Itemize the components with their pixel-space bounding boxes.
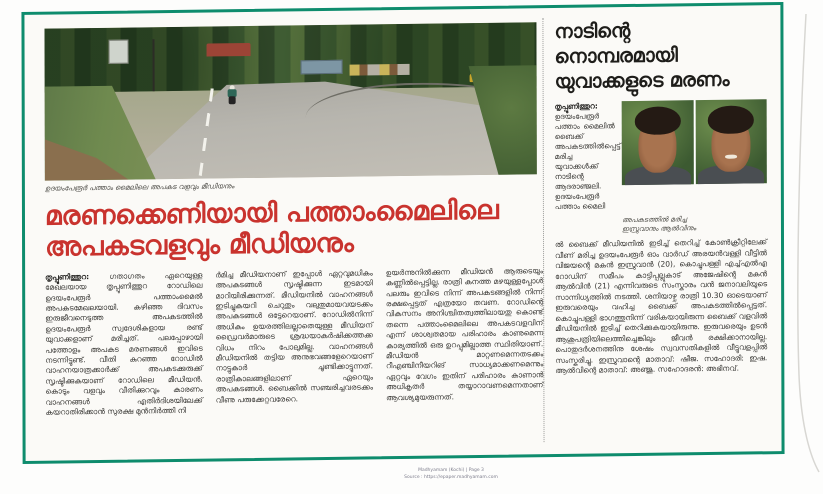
source-credit [366,467,536,481]
side-headline-line1: നാടിന്റെ [554,19,631,44]
victim-portrait-right [695,99,767,184]
victim-portrait-left [622,100,694,185]
dotted-column-separator [542,18,544,442]
side-photo-caption [622,214,767,234]
main-headline [45,196,543,263]
signboard [108,40,128,64]
motorcyclist [227,85,238,104]
side-dateline: തൃപ്പൂണിത്തുറ: [554,101,598,111]
victims-portraits-photo [622,99,767,185]
side-article [554,17,767,377]
newspaper-clipping [21,2,784,464]
body-column-1 [45,270,203,418]
utility-pole [153,39,155,91]
side-headline-line2: നൊമ്പരമായി [554,43,678,68]
hair [708,105,754,134]
main-photo-caption: ഉദയംപേരൂർ പത്താം മൈലിലെ അപകട വളവും മീഡിയനും [44,182,235,193]
road-accident-spot-photo [44,22,536,180]
main-dateline: തൃപ്പൂണിത്തുറ: [45,271,90,282]
main-headline-line1: മരണക്കെണിയായി പത്താംമൈലിലെ [44,195,499,233]
main-body-columns [45,266,543,418]
side-intro-column [554,101,621,212]
side-intro-row [555,99,767,212]
red-roof-building [207,43,251,57]
parked-truck [300,60,342,75]
credit-line1: Madhyamam (Kochi) | Page 3 [418,468,484,473]
side-headline [554,17,766,95]
side-photo-caption-line2: ഇസ്രുവാനും ആൽവിനും [621,223,697,233]
body-column-3: ഉയർന്നുനിൽക്കുന്ന മീഡിയൻ ആരുടെയും കണ്ണിൽപ്പെട്ടില്ല. രാത്രി കനത്ത മഴയുള്ളപ്പോൾ പലരും ഇവിടെ നിന്ന് അപകടങ്ങളിൽ നിന്ന് രക്ഷപ്പെട്ടത് എത്രയോ തവണ. റോഡിന്റെ വികസനം അനിശ്ചിതത്വത്തിലായതു കൊണ്ട് തന്നെ പത്താംമൈലിലെ അപകടവളവിന് എന്ന് ശാശ്വതമായ പരിഹാരം കാണുമെന്ന കാര്യത്തിൽ ഒരു ഉറപ്പുമില്ലാത്ത സ്ഥിതിയാണ്. മീഡിയൻ മാറ്റണമെന്നതടക്കം റീഎഞ്ചിനീയറിങ് സാധ്യമാക്കണമെന്നും ഏറ്റവും വേഗം ഇതിന് പരിഹാരം കാണാൻ അധികൃതർ തയ്യാറാവണമെന്നതാണ് ആവശ്യമുയരുന്നത്. [385,265,544,402]
side-intro-text: ഉദയംപേരൂർ പത്താം മൈലിൽ ബൈക്ക് അപകടത്തിൽപ്പെട്ട് മരിച്ച യുവാക്കൾക്ക് നാടിന്റെ ആദരാഞ്ജലി. ഉദയംപേരൂർ പത്താം മൈലി [554,111,621,212]
side-body-text: ൽ ബൈക്ക് മീഡിയനിൽ ഇടിച്ച് തെറിച്ച് കോൺക്രീറ്റിലേക്ക് വീണ് മരിച്ച ഉദയംപേരൂർ ഓം വാർഡ് അരയൻവള്ളി വീട്ടിൽ വിജയന്റെ മകൻ ഇസ്രുവാൻ (20), കൊച്ചുപള്ളി എച്ച്എൽഎ റോഡിന് സമീപം കാട്ടിപ്പല്ലുകാട് അജേഷിന്റെ മകൻ ആൽവിൻ (21) എന്നിവരുടെ സംസ്കാരം വൻ ജനാവലിയുടെ സാന്നിധ്യത്തിൽ നടത്തി. ശനിയാഴ്ച രാത്രി 10.30 ഓടെയാണ് ഇരുവരെയും വഹിച്ച ബൈക്ക് അപകടത്തിൽപ്പെട്ടത്. കൊച്ചുപള്ളി ഭാഗത്തുനിന്ന് വരികയായിരുന്ന ബൈക്ക് വളവിൽ മീഡിയനിൽ ഇടിച്ച് തെറിക്കുകയായിരുന്നു. ഇരുവരെയും ഉടൻ ആശുപത്രിയിലെത്തിച്ചെങ്കിലും ജീവൻ രക്ഷിക്കാനായില്ല. പൊതുദർശനത്തിനു ശേഷം സ്വവസതികളിൽ വീട്ടുവളപ്പിൽ സംസ്കരിച്ചു. ഇസ്രുവാന്റെ മാതാവ്: ഷീജ. സഹോദരി: ഇഷ. ആൽവിന്റെ മാതാവ്: അഞ്ജു. സഹോദരൻ: അഭിനവ്. [555,237,768,376]
body-column-1-text: ഗതാഗതം ഏറെയുള്ള മേഖലയായ തൃപ്പൂണിത്തുറ റോഡിലെ ഉദയംപേരൂർ പത്താംമൈൽ അപകടമേഖലയായി. കഴിഞ്ഞ ദിവസം ഇരുജീവനെടുത്ത അപകടത്തിൽ ഉദയംപേരൂർ സ്വദേശികളായ രണ്ട് യുവാക്കളാണ് മരിച്ചത്. പലപ്പോഴായി പത്തോളം അപകട മരണങ്ങൾ ഇവിടെ നടന്നിട്ടുണ്ട്. വീതി കുറഞ്ഞ റോഡിൽ വാഹനയാത്രക്കാർക്ക് അപകടക്കുരുക്ക് സൃഷ്ടിക്കുകയാണ് റോഡിലെ മീഡിയൻ. കൊടും വളവും വീതിക്കുറവും കാരണം വാഹനങ്ങൾ എതിർദിശയിലേക്ക് കയറാതിരിക്കാൻ സുരക്ഷ മുൻനിർത്തി നി [45,270,203,417]
motorbike [229,96,236,104]
main-headline-line2: അപകടവളവും മീഡിയനും [45,227,354,263]
roadside-shops [350,63,410,75]
credit-line2: Source : https://epaper.madhyamam.com [404,475,498,481]
main-article [44,22,543,418]
body-column-2: ർമിച്ച മീഡിയനാണ് ഇപ്പോൾ ഏറ്റവുമധികം അപകടങ്ങൾ സൃഷ്ടിക്കുന്ന ഇടമായി മാറിയിരിക്കുന്നത്. മീഡിയനിൽ വാഹനങ്ങൾ ഇടിച്ചുകയറി ചെറുതും വലുതുമായവയടക്കം അപകടങ്ങൾ ഒട്ടേറെയാണ്. റോഡിൽനിന്ന് അധികം ഉയരത്തിലല്ലാതെയുള്ള മീഡിയന് ഡ്രൈവർമാരുടെ ശ്രദ്ധയാകർഷിക്കത്തക്ക വിധം നിറം പോലുമില്ല. വാഹനങ്ങൾ മീഡിയനിൽ തട്ടിയ അനുഭവങ്ങളേറെയാണ് നാട്ടുകാർ ചൂണ്ടിക്കാട്ടുന്നത്. രാത്രികാലങ്ങളിലാണ് ഏറെയും അപകടങ്ങൾ. ബൈക്കിൽ സഞ്ചരിച്ചവരടക്കം വീണു പരുക്കേറ്റവരേറെ. [215,268,374,405]
hair [635,106,681,135]
side-photo-caption-line1: അപകടത്തിൽ മരിച്ച [621,214,687,224]
side-headline-line3: യുവാക്കളുടെ മരണം [554,67,730,93]
